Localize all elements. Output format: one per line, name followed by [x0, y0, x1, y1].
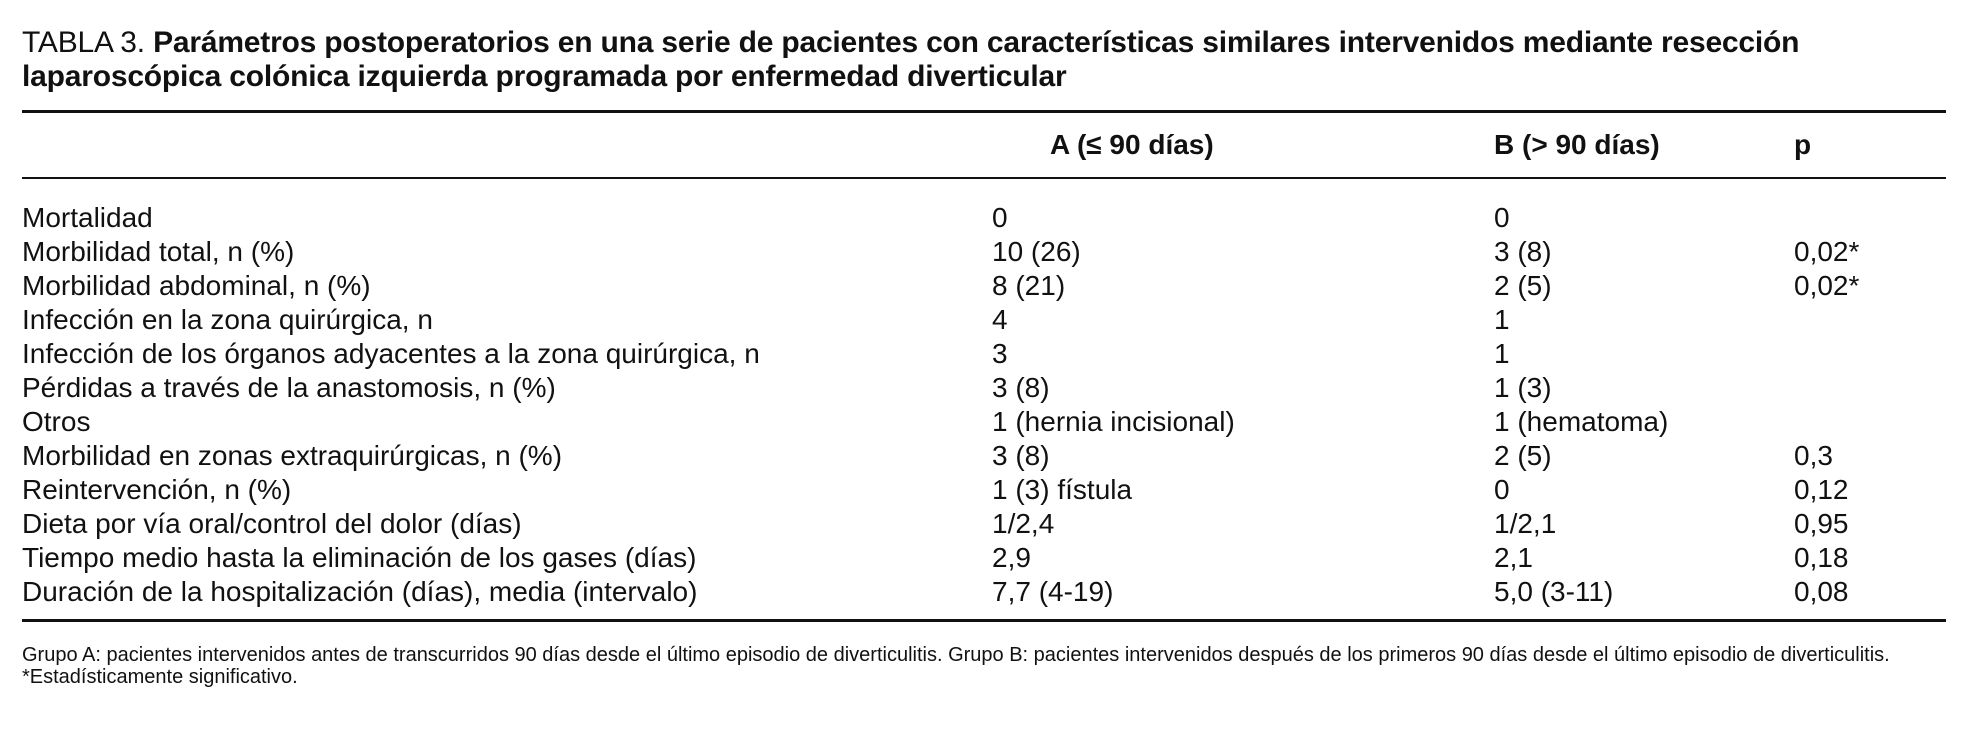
p-value — [1794, 178, 1946, 235]
table-row — [22, 473, 1946, 507]
group-a-value: 1 (hernia incisional) — [992, 406, 1235, 437]
table-row — [22, 269, 1946, 303]
p-value: 0,08 — [1794, 576, 1849, 607]
row-label: Morbilidad total, n (%) — [22, 236, 295, 267]
p-value — [1794, 337, 1946, 371]
group-b-value: 1 — [1494, 304, 1510, 335]
p-value — [1794, 371, 1946, 405]
group-b-value: 1 — [1494, 338, 1510, 369]
table-row — [22, 371, 1946, 405]
p-value — [1794, 405, 1946, 439]
group-b-value: 3 (8) — [1494, 236, 1552, 267]
table-row — [22, 303, 1946, 337]
row-label: Otros — [22, 406, 91, 437]
group-a-value: 10 (26) — [992, 236, 1081, 267]
group-a-value: 8 (21) — [992, 270, 1066, 301]
group-a-value: 3 (8) — [992, 372, 1050, 403]
footnote-significance: *Estadísticamente significativo. — [22, 666, 298, 688]
table-row — [22, 405, 1946, 439]
header-parameter — [22, 113, 990, 178]
row-label: Mortalidad — [22, 202, 153, 233]
p-value: 0,02* — [1794, 270, 1860, 301]
group-a-value: 0 — [992, 202, 1008, 233]
table-row — [22, 178, 1946, 235]
group-a-value: 3 (8) — [992, 440, 1050, 471]
header-group-a: A (≤ 90 días) — [990, 113, 1494, 178]
p-value: 0,12 — [1794, 474, 1849, 505]
footnote-groups: Grupo A: pacientes intervenidos antes de transcurridos 90 días desde el último episodio de diverticulitis. Grupo B: pacientes intervenidos después de los primeros 90 días desde el último episodio de diverticulitis. — [22, 644, 1890, 666]
row-label: Pérdidas a través de la anastomosis, n (%) — [22, 372, 556, 403]
group-a-value: 3 — [992, 338, 1008, 369]
group-a-value: 2,9 — [992, 542, 1031, 573]
postoperative-parameters-table — [22, 113, 1946, 619]
group-b-value: 1 (3) — [1494, 372, 1552, 403]
table-title: Parámetros postoperatorios en una serie de pacientes con características similares intervenidos mediante resección laparoscópica colónica izquierda programada por enfermedad diverticular — [22, 26, 1800, 93]
row-label: Morbilidad abdominal, n (%) — [22, 270, 371, 301]
table-footnotes — [22, 644, 1946, 688]
group-a-value: 4 — [992, 304, 1008, 335]
row-label: Infección en la zona quirúrgica, n — [22, 304, 433, 335]
p-value: 0,3 — [1794, 440, 1833, 471]
group-b-value: 1 (hematoma) — [1494, 406, 1669, 437]
table-bottom-rule — [22, 619, 1946, 622]
p-value — [1794, 303, 1946, 337]
group-a-value: 7,7 (4-19) — [992, 576, 1114, 607]
group-a-value: 1/2,4 — [992, 508, 1055, 539]
group-b-value: 5,0 (3-11) — [1494, 576, 1614, 607]
group-b-value: 0 — [1494, 474, 1510, 505]
row-label: Tiempo medio hasta la eliminación de los gases (días) — [22, 542, 697, 573]
group-b-value: 2,1 — [1494, 542, 1533, 573]
row-label: Reintervención, n (%) — [22, 474, 292, 505]
table-row — [22, 235, 1946, 269]
group-a-value: 1 (3) fístula — [992, 474, 1133, 505]
row-label: Morbilidad en zonas extraquirúrgicas, n (%) — [22, 440, 563, 471]
header-group-b: B (> 90 días) — [1494, 113, 1794, 178]
p-value: 0,02* — [1794, 236, 1860, 267]
group-b-value: 1/2,1 — [1494, 508, 1557, 539]
p-value: 0,18 — [1794, 542, 1849, 573]
table-row — [22, 439, 1946, 473]
group-b-value: 2 (5) — [1494, 440, 1552, 471]
table-caption — [22, 26, 1946, 94]
table-header-row — [22, 113, 1946, 178]
table-number: TABLA 3. — [22, 26, 145, 59]
table-row — [22, 507, 1946, 541]
row-label: Dieta por vía oral/control del dolor (días) — [22, 508, 522, 539]
row-label: Duración de la hospitalización (días), media (intervalo) — [22, 576, 698, 607]
group-b-value: 2 (5) — [1494, 270, 1552, 301]
header-p-value: p — [1794, 113, 1946, 178]
table-row — [22, 541, 1946, 575]
row-label: Infección de los órganos adyacentes a la zona quirúrgica, n — [22, 338, 760, 369]
table-row — [22, 575, 1946, 619]
group-b-value: 0 — [1494, 202, 1510, 233]
table-body — [22, 178, 1946, 619]
p-value: 0,95 — [1794, 508, 1849, 539]
table-row — [22, 337, 1946, 371]
